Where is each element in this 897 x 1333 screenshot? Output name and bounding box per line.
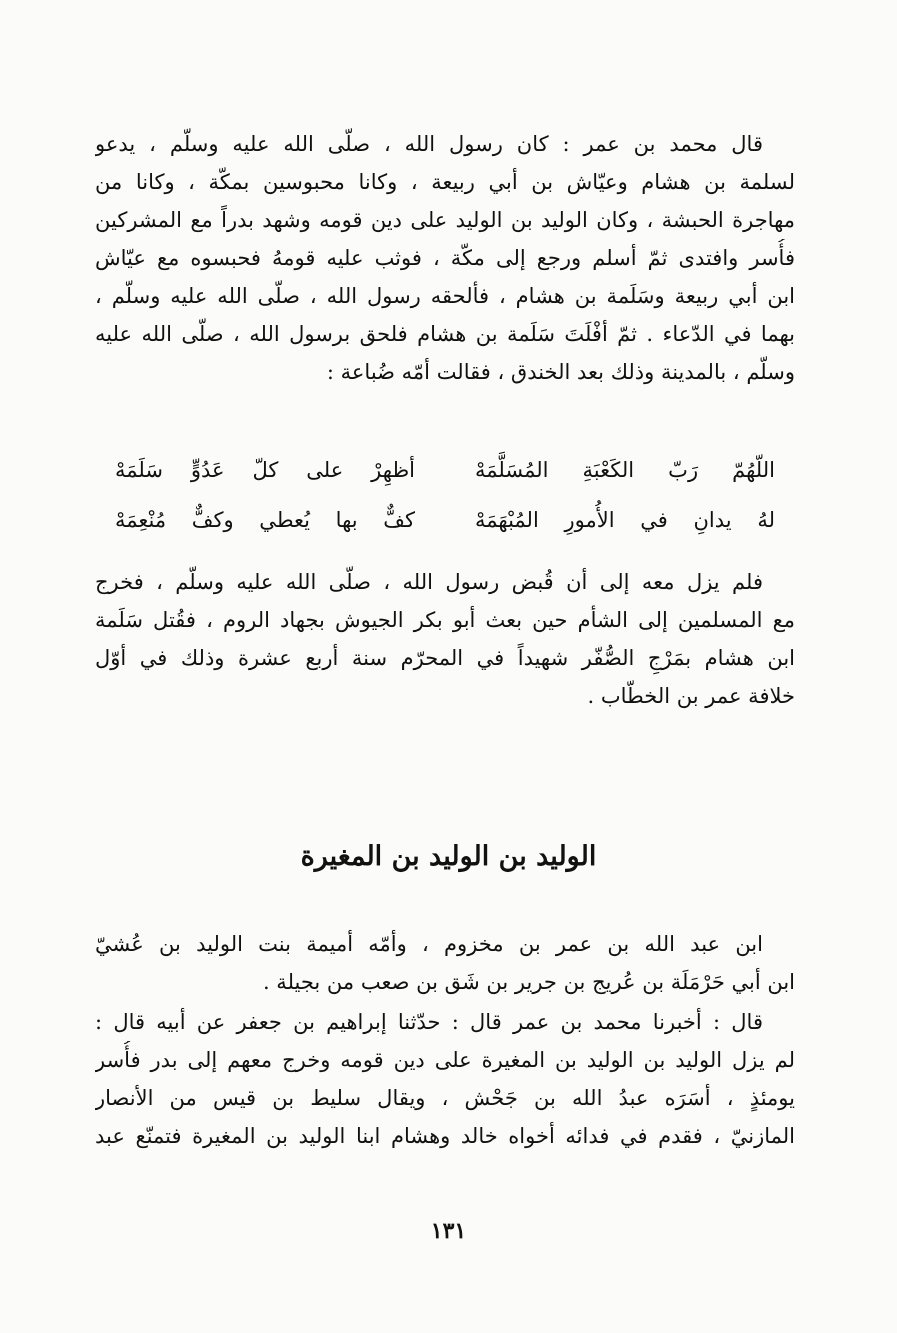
page-number: ١٣١ xyxy=(430,1218,467,1244)
poem-verse xyxy=(115,495,775,545)
text-line: ابن أبي حَرْمَلَة بن عُريج بن جرير بن شَق بن صعب من بجيلة . xyxy=(262,970,795,994)
text-line: مع المسلمين إلى الشأم حين بعث أبو بكر الجيوش بجهاد الروم ، فقُتل سَلَمة xyxy=(95,608,795,632)
paragraph-continuation xyxy=(95,563,795,715)
paragraph-narration xyxy=(95,1003,795,1155)
text-line: خلافة عمر بن الخطّاب . xyxy=(587,684,795,708)
text-line: فلم يزل معه إلى أن قُبض رسول الله ، صلّى الله عليه وسلّم ، فخرج xyxy=(95,570,763,594)
hemistich-second: أظهِرْ على كلّ عَدُوٍّ سَلَمَهْ xyxy=(115,458,415,482)
text-line: ابن هشام بمَرْجِ الصُّفّر شهيداً في المحرّم سنة أربع عشرة وذلك في أوّل xyxy=(95,646,795,670)
text-line: يومئذٍ ، أسَرَه عبدُ الله بن جَحْش ، ويقال سليط بن قيس من الأنصار xyxy=(95,1086,795,1110)
text-line: قال محمد بن عمر : كان رسول الله ، صلّى الله عليه وسلّم ، يدعو xyxy=(95,132,763,156)
text-line: المازنيّ ، فقدم في فدائه أخواه خالد وهشام ابنا الوليد بن المغيرة فتمنّع عبد xyxy=(95,1124,795,1148)
text-line: وسلّم ، بالمدينة وذلك بعد الخندق ، فقالت أمّه ضُباعة : xyxy=(326,360,795,384)
text-line: بهما في الدّعاء . ثمّ أفْلَتَ سَلَمة بن هشام فلحق برسول الله ، صلّى الله عليه xyxy=(95,322,795,346)
poem-verse xyxy=(115,445,775,495)
poem-verses xyxy=(115,445,775,545)
hemistich-first: اللّهُمّ رَبّ الكَعْبَةِ المُسَلَّمَهْ xyxy=(475,458,775,482)
hemistich-second: كفٌّ بها يُعطي وكفٌّ مُنْعِمَهْ xyxy=(115,508,415,532)
hemistich-first: لهُ يدانِ في الأُمورِ المُبْهَمَهْ xyxy=(475,508,775,532)
text-line: ابن أبي ربيعة وسَلَمة بن هشام ، فألحقه رسول الله ، صلّى الله عليه وسلّم ، xyxy=(95,284,795,308)
text-line: لم يزل الوليد بن الوليد بن المغيرة على دين قومه وخرج معهم إلى بدر فأُسر xyxy=(95,1048,795,1072)
section-heading: الوليد بن الوليد بن المغيرة xyxy=(300,841,597,872)
paragraph-lineage xyxy=(95,925,795,1001)
text-line: لسلمة بن هشام وعيّاش بن أبي ربيعة ، وكانا محبوسين بمكّة ، وكانا من xyxy=(95,170,795,194)
text-line: قال : أخبرنا محمد بن عمر قال : حدّثنا إبراهيم بن جعفر عن أبيه قال : xyxy=(95,1010,763,1034)
text-line: فأُسر وافتدى ثمّ أسلم ورجع إلى مكّة ، فوثب عليه قومهُ فحبسوه مع عيّاش xyxy=(95,246,795,270)
text-line: مهاجرة الحبشة ، وكان الوليد بن الوليد على دين قومه وشهد بدراً مع المشركين xyxy=(95,208,795,232)
paragraph-salama xyxy=(95,125,795,391)
text-line: ابن عبد الله بن عمر بن مخزوم ، وأمّه أميمة بنت الوليد بن عُشيّ xyxy=(95,932,763,956)
